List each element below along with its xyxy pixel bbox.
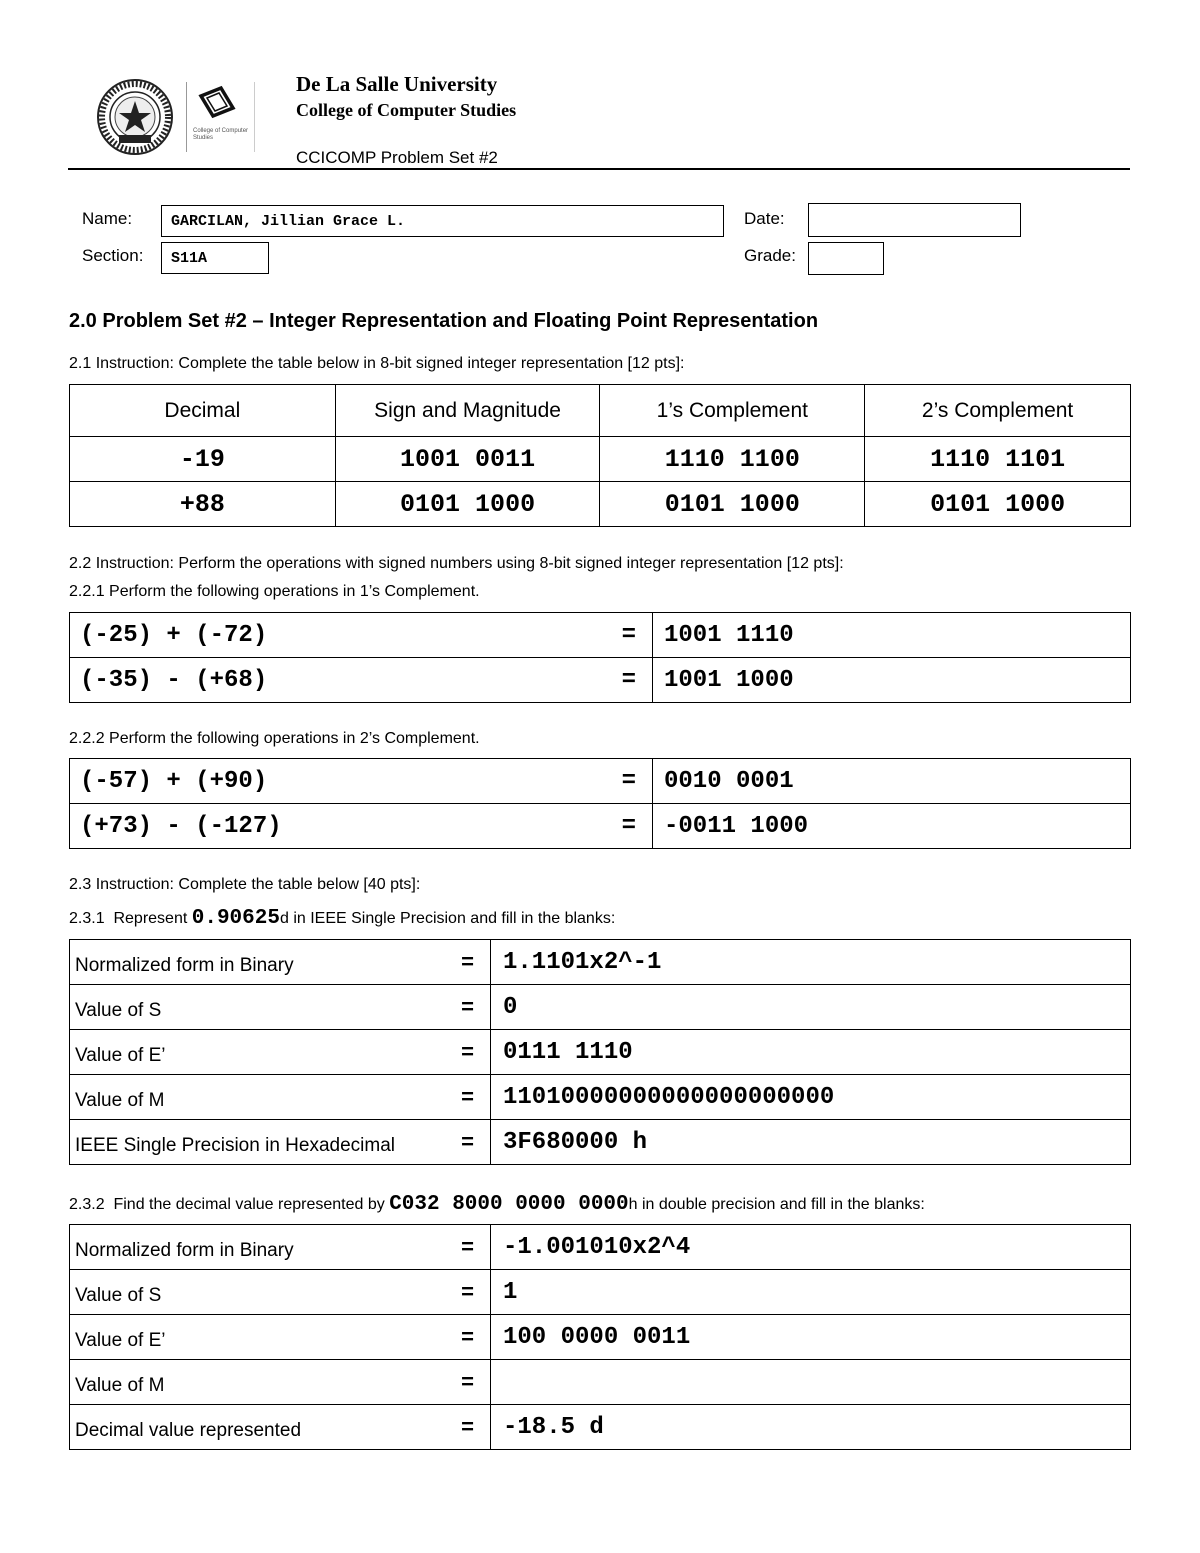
table-row [70, 759, 1131, 804]
row-value[interactable]: 11010000000000000000000 [491, 1075, 1131, 1120]
row-label: Value of M [70, 1360, 402, 1405]
equals-sign: = [402, 1075, 491, 1120]
equals-sign: = [402, 985, 491, 1030]
date-field[interactable] [808, 203, 1021, 237]
ccs-monitor-icon [187, 82, 253, 128]
table-row [70, 1360, 1131, 1405]
row-value[interactable]: -18.5 d [491, 1405, 1131, 1450]
instruction-2-3: 2.3 Instruction: Complete the table below [40 pts]: [69, 876, 421, 893]
subsection-2-3-1-prefix: 2.3.1 Represent [69, 910, 192, 927]
row-label: Value of M [70, 1075, 402, 1120]
header-twos-complement: 2’s Complement [865, 385, 1131, 437]
cell-decimal: +88 [70, 482, 336, 527]
operation-expression: (-25) + (-72) [70, 613, 550, 658]
row-label: Value of E’ [70, 1030, 402, 1075]
ccs-logo-caption: College of Computer Studies [193, 128, 249, 141]
row-value[interactable] [491, 1360, 1131, 1405]
table-row [70, 658, 1131, 703]
table-header-row [70, 385, 1131, 437]
instruction-2-2: 2.2 Instruction: Perform the operations with signed numbers using 8-bit signed integer representation [12 pts]: [69, 555, 844, 572]
equals-sign: = [402, 1225, 491, 1270]
equals-sign: = [402, 1315, 491, 1360]
section-label: Section: [82, 246, 144, 265]
ccs-logo [186, 82, 255, 152]
table-row [70, 804, 1131, 849]
cell-twos-complement[interactable]: 1110 1101 [865, 437, 1131, 482]
header-decimal: Decimal [70, 385, 336, 437]
hex-value-to-decode: C032 8000 0000 0000 [389, 1193, 629, 1216]
integer-representation-table [69, 384, 1131, 527]
header-divider [68, 168, 1130, 170]
equals-sign: = [550, 759, 653, 804]
subsection-2-3-2-suffix: h in double precision and fill in the blanks: [628, 1196, 925, 1213]
equals-sign: = [402, 1120, 491, 1165]
subsection-2-3-1-label [69, 907, 615, 930]
row-label: Normalized form in Binary [70, 940, 402, 985]
table-row [70, 613, 1131, 658]
header-ones-complement: 1’s Complement [600, 385, 865, 437]
operation-expression: (+73) - (-127) [70, 804, 550, 849]
table-row [70, 1225, 1131, 1270]
row-label: Normalized form in Binary [70, 1225, 402, 1270]
value-to-represent: 0.90625 [191, 907, 280, 930]
row-value[interactable]: 1.1101x2^-1 [491, 940, 1131, 985]
equals-sign: = [402, 1360, 491, 1405]
equals-sign: = [550, 658, 653, 703]
operation-expression: (-35) - (+68) [70, 658, 550, 703]
problem-set-heading: CCICOMP Problem Set #2 [296, 148, 498, 167]
name-field[interactable]: GARCILAN, Jillian Grace L. [161, 205, 724, 237]
row-value[interactable]: 100 0000 0011 [491, 1315, 1131, 1360]
row-label: IEEE Single Precision in Hexadecimal [70, 1120, 402, 1165]
equals-sign: = [550, 613, 653, 658]
row-value[interactable]: 3F680000 h [491, 1120, 1131, 1165]
section-title: 2.0 Problem Set #2 – Integer Representation and Floating Point Representation [69, 310, 819, 332]
subsection-2-2-1-label: 2.2.1 Perform the following operations in 1’s Complement. [69, 583, 480, 600]
twos-complement-operations-table [69, 758, 1131, 849]
name-label: Name: [82, 209, 133, 228]
table-row [70, 1405, 1131, 1450]
table-row [70, 940, 1131, 985]
cell-decimal: -19 [70, 437, 336, 482]
college-name: College of Computer Studies [296, 100, 517, 120]
dlsu-seal-logo [97, 79, 173, 155]
operation-answer[interactable]: 1001 1110 [653, 613, 1131, 658]
subsection-2-3-2-label [69, 1193, 925, 1216]
equals-sign: = [550, 804, 653, 849]
operation-answer[interactable]: 1001 1000 [653, 658, 1131, 703]
operation-answer[interactable]: 0010 0001 [653, 759, 1131, 804]
subsection-2-3-1-suffix: d in IEEE Single Precision and fill in the blanks: [279, 910, 616, 927]
table-row [70, 1075, 1131, 1120]
double-precision-table [69, 1224, 1131, 1450]
single-precision-table [69, 939, 1131, 1165]
equals-sign: = [402, 940, 491, 985]
section-field[interactable]: S11A [161, 242, 269, 274]
cell-sign-magnitude[interactable]: 1001 0011 [335, 437, 600, 482]
cell-ones-complement[interactable]: 1110 1100 [600, 437, 865, 482]
operation-expression: (-57) + (+90) [70, 759, 550, 804]
instruction-2-1: 2.1 Instruction: Complete the table below in 8-bit signed integer representation [12 pts]: [69, 355, 685, 372]
grade-field[interactable] [808, 242, 884, 275]
subsection-2-3-2-prefix: 2.3.2 Find the decimal value represented by [69, 1196, 390, 1213]
table-row [70, 1030, 1131, 1075]
header-sign-magnitude: Sign and Magnitude [335, 385, 600, 437]
table-row [70, 482, 1131, 527]
equals-sign: = [402, 1270, 491, 1315]
equals-sign: = [402, 1405, 491, 1450]
row-value[interactable]: 0111 1110 [491, 1030, 1131, 1075]
date-label: Date: [744, 209, 785, 228]
row-label: Value of E’ [70, 1315, 402, 1360]
table-row [70, 1120, 1131, 1165]
subsection-2-2-2-label: 2.2.2 Perform the following operations in 2’s Complement. [69, 730, 480, 747]
cell-ones-complement[interactable]: 0101 1000 [600, 482, 865, 527]
operation-answer[interactable]: -0011 1000 [653, 804, 1131, 849]
table-row [70, 1315, 1131, 1360]
row-label: Value of S [70, 1270, 402, 1315]
university-name: De La Salle University [296, 72, 498, 96]
row-label: Value of S [70, 985, 402, 1030]
cell-twos-complement[interactable]: 0101 1000 [865, 482, 1131, 527]
grade-label: Grade: [744, 246, 796, 265]
row-value[interactable]: 0 [491, 985, 1131, 1030]
row-label: Decimal value represented [70, 1405, 402, 1450]
cell-sign-magnitude[interactable]: 0101 1000 [335, 482, 600, 527]
table-row [70, 985, 1131, 1030]
row-value[interactable]: 1 [491, 1270, 1131, 1315]
ones-complement-operations-table [69, 612, 1131, 703]
table-row [70, 437, 1131, 482]
table-row [70, 1270, 1131, 1315]
row-value[interactable]: -1.001010x2^4 [491, 1225, 1131, 1270]
equals-sign: = [402, 1030, 491, 1075]
